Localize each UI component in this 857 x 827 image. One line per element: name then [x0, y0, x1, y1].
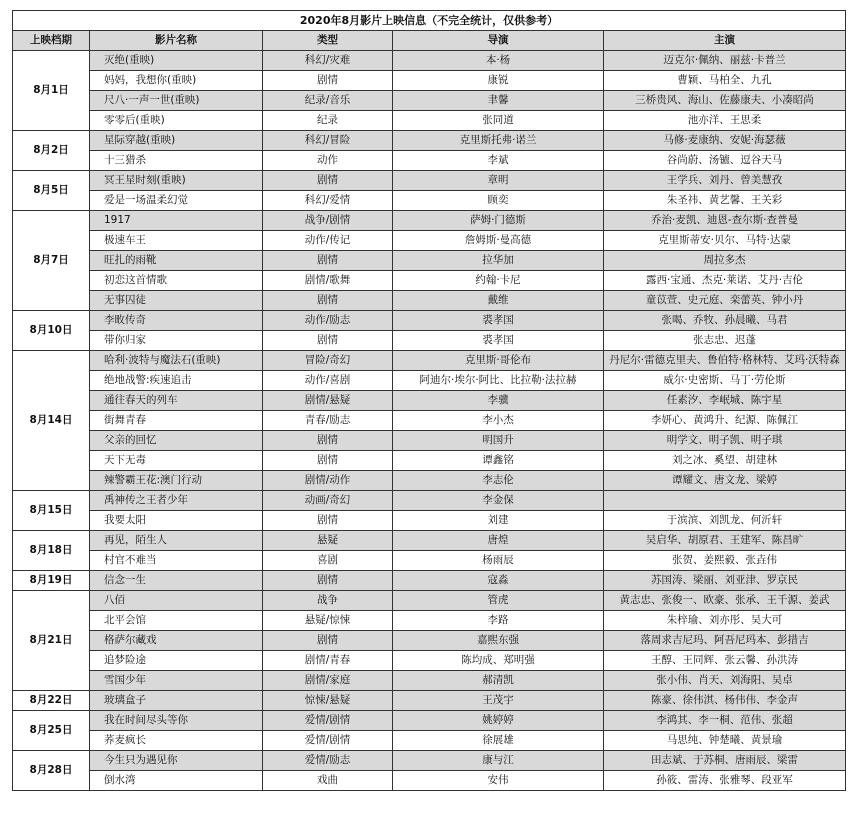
director-cell: 约翰·卡尼 — [393, 271, 604, 291]
cast-cell: 迈克尔·佩纳、丽兹·卡普兰 — [604, 51, 846, 71]
movie-title-cell: 格萨尔藏戏 — [90, 631, 263, 651]
table-row — [13, 151, 846, 171]
movie-title-cell: 玻璃盒子 — [90, 691, 263, 711]
table-row — [13, 271, 846, 291]
movie-title-cell: 通往春天的列车 — [90, 391, 263, 411]
director-cell: 李骥 — [393, 391, 604, 411]
director-cell: 杨雨辰 — [393, 551, 604, 571]
director-cell: 王茂宇 — [393, 691, 604, 711]
release-date-cell: 8月21日 — [13, 591, 90, 691]
table-body — [13, 51, 846, 791]
director-cell: 本·杨 — [393, 51, 604, 71]
director-cell: 唐煌 — [393, 531, 604, 551]
cast-cell — [604, 491, 846, 511]
table-row — [13, 391, 846, 411]
cast-cell: 刘之冰、奚望、胡建林 — [604, 451, 846, 471]
cast-cell: 于滨滨、刘凯龙、何沂轩 — [604, 511, 846, 531]
movie-release-table — [12, 10, 846, 791]
movie-title-cell: 哈利·波特与魔法石(重映) — [90, 351, 263, 371]
table-row — [13, 511, 846, 531]
director-cell: 康与江 — [393, 751, 604, 771]
genre-cell: 冒险/奇幻 — [263, 351, 393, 371]
movie-title-cell: 星际穿越(重映) — [90, 131, 263, 151]
header-director: 导演 — [393, 31, 604, 51]
genre-cell: 戏曲 — [263, 771, 393, 791]
table-row — [13, 131, 846, 151]
table-title-row — [13, 11, 846, 31]
cast-cell: 三桥贵风、海山、佐藤康夫、小凑昭尚 — [604, 91, 846, 111]
genre-cell: 剧情 — [263, 511, 393, 531]
movie-title-cell: 李畋传奇 — [90, 311, 263, 331]
director-cell: 李路 — [393, 611, 604, 631]
genre-cell: 剧情 — [263, 171, 393, 191]
director-cell: 李斌 — [393, 151, 604, 171]
director-cell: 陈均成、郑明强 — [393, 651, 604, 671]
table-row — [13, 451, 846, 471]
movie-title-cell: 我在时间尽头等你 — [90, 711, 263, 731]
table-row — [13, 351, 846, 371]
director-cell: 安伟 — [393, 771, 604, 791]
table-row — [13, 711, 846, 731]
cast-cell: 张贺、姜熙毅、张垚伟 — [604, 551, 846, 571]
table-row — [13, 571, 846, 591]
cast-cell: 黄志忠、张俊一、欧豪、张承、王千源、姜武 — [604, 591, 846, 611]
movie-title-cell: 禹神传之王者少年 — [90, 491, 263, 511]
director-cell: 明国升 — [393, 431, 604, 451]
cast-cell: 王学兵、刘丹、曾美慧孜 — [604, 171, 846, 191]
release-date-cell: 8月1日 — [13, 51, 90, 131]
table-row — [13, 291, 846, 311]
movie-title-cell: 零零后(重映) — [90, 111, 263, 131]
table-row — [13, 191, 846, 211]
director-cell: 谭鑫铭 — [393, 451, 604, 471]
director-cell: 萨姆·门德斯 — [393, 211, 604, 231]
release-date-cell: 8月19日 — [13, 571, 90, 591]
movie-title-cell: 再见，陌生人 — [90, 531, 263, 551]
cast-cell: 丹尼尔·雷德克里夫、鲁伯特·格林特、艾玛·沃特森 — [604, 351, 846, 371]
movie-title-cell: 父亲的回忆 — [90, 431, 263, 451]
movie-title-cell: 带你归家 — [90, 331, 263, 351]
director-cell: 詹姆斯·曼高德 — [393, 231, 604, 251]
genre-cell: 剧情 — [263, 631, 393, 651]
director-cell: 刘建 — [393, 511, 604, 531]
release-date-cell: 8月7日 — [13, 211, 90, 311]
table-row — [13, 471, 846, 491]
release-date-cell: 8月2日 — [13, 131, 90, 171]
table-row — [13, 491, 846, 511]
release-date-cell: 8月10日 — [13, 311, 90, 351]
director-cell: 张同道 — [393, 111, 604, 131]
cast-cell: 张喝、乔牧、孙晨曦、马君 — [604, 311, 846, 331]
movie-title-cell: 信念一生 — [90, 571, 263, 591]
release-date-cell: 8月18日 — [13, 531, 90, 571]
genre-cell: 战争 — [263, 591, 393, 611]
director-cell: 李小杰 — [393, 411, 604, 431]
cast-cell: 曹颖、马柏全、九孔 — [604, 71, 846, 91]
movie-title-cell: 初恋这首情歌 — [90, 271, 263, 291]
genre-cell: 动作/励志 — [263, 311, 393, 331]
director-cell: 李金保 — [393, 491, 604, 511]
movie-title-cell: 十三猎杀 — [90, 151, 263, 171]
movie-title-cell: 街舞青春 — [90, 411, 263, 431]
table-row — [13, 751, 846, 771]
director-cell: 姚婷婷 — [393, 711, 604, 731]
table-row — [13, 671, 846, 691]
movie-title-cell: 尺八·一声一世(重映) — [90, 91, 263, 111]
genre-cell: 爱情/剧情 — [263, 711, 393, 731]
release-date-cell: 8月15日 — [13, 491, 90, 531]
cast-cell: 谷尚蔚、汤镳、逗谷天马 — [604, 151, 846, 171]
table-row — [13, 591, 846, 611]
director-cell: 徐展雄 — [393, 731, 604, 751]
table-row — [13, 691, 846, 711]
cast-cell: 张志忠、迟蓬 — [604, 331, 846, 351]
table-row — [13, 111, 846, 131]
cast-cell: 马修·麦康纳、安妮·海瑟薇 — [604, 131, 846, 151]
cast-cell: 池亦洋、王思柔 — [604, 111, 846, 131]
genre-cell: 动作/喜剧 — [263, 371, 393, 391]
cast-cell: 苏国涛、梁丽、刘亚津、罗京民 — [604, 571, 846, 591]
director-cell: 郝清凯 — [393, 671, 604, 691]
genre-cell: 爱情/剧情 — [263, 731, 393, 751]
movie-title-cell: 荞麦疯长 — [90, 731, 263, 751]
director-cell: 拉华加 — [393, 251, 604, 271]
director-cell: 顾奕 — [393, 191, 604, 211]
table-row — [13, 311, 846, 331]
movie-title-cell: 灭绝(重映) — [90, 51, 263, 71]
movie-title-cell: 天下无毒 — [90, 451, 263, 471]
cast-cell: 童苡萱、史元庭、栾蕾英、钟小丹 — [604, 291, 846, 311]
table-row — [13, 631, 846, 651]
movie-title-cell: 旺扎的雨靴 — [90, 251, 263, 271]
table-row — [13, 51, 846, 71]
movie-title-cell: 绝地战警:疾速追击 — [90, 371, 263, 391]
cast-cell: 落周求吉尼玛、阿吾尼玛本、彭措吉 — [604, 631, 846, 651]
genre-cell: 悬疑 — [263, 531, 393, 551]
movie-title-cell: 无事囚徒 — [90, 291, 263, 311]
director-cell: 寇淼 — [393, 571, 604, 591]
cast-cell: 朱圣祎、黄艺馨、王关彩 — [604, 191, 846, 211]
release-date-cell: 8月14日 — [13, 351, 90, 491]
genre-cell: 惊悚/悬疑 — [263, 691, 393, 711]
movie-title-cell: 1917 — [90, 211, 263, 231]
genre-cell: 科幻/爱情 — [263, 191, 393, 211]
cast-cell: 乔治·麦凯、迪恩-查尔斯·查普曼 — [604, 211, 846, 231]
cast-cell: 朱梓瑜、刘亦彤、吴大可 — [604, 611, 846, 631]
cast-cell: 李妍心、黄鸿升、纪源、陈佩江 — [604, 411, 846, 431]
genre-cell: 动作/传记 — [263, 231, 393, 251]
director-cell: 康锐 — [393, 71, 604, 91]
director-cell: 克里斯·哥伦布 — [393, 351, 604, 371]
director-cell: 阿迪尔·埃尔·阿比、比拉勒·法拉赫 — [393, 371, 604, 391]
movie-title-cell: 倒水湾 — [90, 771, 263, 791]
genre-cell: 纪录/音乐 — [263, 91, 393, 111]
director-cell: 管虎 — [393, 591, 604, 611]
cast-cell: 威尔·史密斯、马丁·劳伦斯 — [604, 371, 846, 391]
genre-cell: 悬疑/惊悚 — [263, 611, 393, 631]
genre-cell: 剧情/家庭 — [263, 671, 393, 691]
table-row — [13, 331, 846, 351]
director-cell: 嘉熙东强 — [393, 631, 604, 651]
director-cell: 戴维 — [393, 291, 604, 311]
genre-cell: 剧情 — [263, 291, 393, 311]
release-date-cell: 8月25日 — [13, 711, 90, 751]
genre-cell: 科幻/冒险 — [263, 131, 393, 151]
genre-cell: 纪录 — [263, 111, 393, 131]
cast-cell: 任素汐、李岷城、陈宇星 — [604, 391, 846, 411]
movie-title-cell: 村官不难当 — [90, 551, 263, 571]
genre-cell: 科幻/灾难 — [263, 51, 393, 71]
director-cell: 克里斯托弗·诺兰 — [393, 131, 604, 151]
director-cell: 裘孝国 — [393, 331, 604, 351]
movie-title-cell: 北平会馆 — [90, 611, 263, 631]
table-row — [13, 551, 846, 571]
table-row — [13, 771, 846, 791]
cast-cell: 克里斯蒂安·贝尔、马特·达蒙 — [604, 231, 846, 251]
genre-cell: 动画/奇幻 — [263, 491, 393, 511]
table-row — [13, 71, 846, 91]
genre-cell: 剧情/歌舞 — [263, 271, 393, 291]
header-cast: 主演 — [604, 31, 846, 51]
release-date-cell: 8月5日 — [13, 171, 90, 211]
cast-cell: 周拉多杰 — [604, 251, 846, 271]
genre-cell: 剧情 — [263, 71, 393, 91]
cast-cell: 陈豪、徐伟淇、杨伟伟、李金声 — [604, 691, 846, 711]
genre-cell: 战争/剧情 — [263, 211, 393, 231]
table-row — [13, 211, 846, 231]
movie-title-cell: 爱是一场温柔幻觉 — [90, 191, 263, 211]
cast-cell: 谭耀文、唐文龙、梁婷 — [604, 471, 846, 491]
movie-release-table-container — [12, 10, 845, 791]
movie-title-cell: 雪国少年 — [90, 671, 263, 691]
genre-cell: 爱情/励志 — [263, 751, 393, 771]
genre-cell: 剧情/动作 — [263, 471, 393, 491]
cast-cell: 王醇、王同辉、张云馨、孙洪涛 — [604, 651, 846, 671]
genre-cell: 青春/励志 — [263, 411, 393, 431]
table-row — [13, 251, 846, 271]
header-genre: 类型 — [263, 31, 393, 51]
movie-title-cell: 我要太阳 — [90, 511, 263, 531]
genre-cell: 剧情 — [263, 251, 393, 271]
table-title: 2020年8月影片上映信息（不完全统计，仅供参考） — [13, 11, 846, 31]
genre-cell: 动作 — [263, 151, 393, 171]
movie-title-cell: 今生只为遇见你 — [90, 751, 263, 771]
table-header-row — [13, 31, 846, 51]
table-row — [13, 411, 846, 431]
table-row — [13, 231, 846, 251]
cast-cell: 露西·宝通、杰克·莱诺、艾丹·吉伦 — [604, 271, 846, 291]
genre-cell: 剧情 — [263, 571, 393, 591]
header-release-date: 上映档期 — [13, 31, 90, 51]
table-row — [13, 91, 846, 111]
table-row — [13, 531, 846, 551]
cast-cell: 马思纯、钟楚曦、黄景瑜 — [604, 731, 846, 751]
genre-cell: 剧情/悬疑 — [263, 391, 393, 411]
movie-title-cell: 八佰 — [90, 591, 263, 611]
table-row — [13, 651, 846, 671]
genre-cell: 剧情/青春 — [263, 651, 393, 671]
movie-title-cell: 追梦险途 — [90, 651, 263, 671]
cast-cell: 吴启华、胡原君、王建军、陈昌旷 — [604, 531, 846, 551]
cast-cell: 明学文、明子凯、明子琪 — [604, 431, 846, 451]
table-row — [13, 431, 846, 451]
cast-cell: 孙筱、雷涛、张雅琴、段亚军 — [604, 771, 846, 791]
release-date-cell: 8月28日 — [13, 751, 90, 791]
header-movie-title: 影片名称 — [90, 31, 263, 51]
table-row — [13, 611, 846, 631]
table-row — [13, 171, 846, 191]
director-cell: 章明 — [393, 171, 604, 191]
table-row — [13, 731, 846, 751]
director-cell: 聿馨 — [393, 91, 604, 111]
cast-cell: 李鸿其、李一桐、范伟、张超 — [604, 711, 846, 731]
genre-cell: 喜剧 — [263, 551, 393, 571]
cast-cell: 田志斌、于苏桐、唐雨辰、梁雷 — [604, 751, 846, 771]
movie-title-cell: 极速车王 — [90, 231, 263, 251]
director-cell: 裘孝国 — [393, 311, 604, 331]
release-date-cell: 8月22日 — [13, 691, 90, 711]
genre-cell: 剧情 — [263, 431, 393, 451]
director-cell: 李志伦 — [393, 471, 604, 491]
genre-cell: 剧情 — [263, 451, 393, 471]
movie-title-cell: 辣警霸王花:澳门行动 — [90, 471, 263, 491]
genre-cell: 剧情 — [263, 331, 393, 351]
cast-cell: 张小伟、肖天、刘海阳、吴卓 — [604, 671, 846, 691]
movie-title-cell: 妈妈，我想你(重映) — [90, 71, 263, 91]
movie-title-cell: 冥王星时刻(重映) — [90, 171, 263, 191]
table-row — [13, 371, 846, 391]
